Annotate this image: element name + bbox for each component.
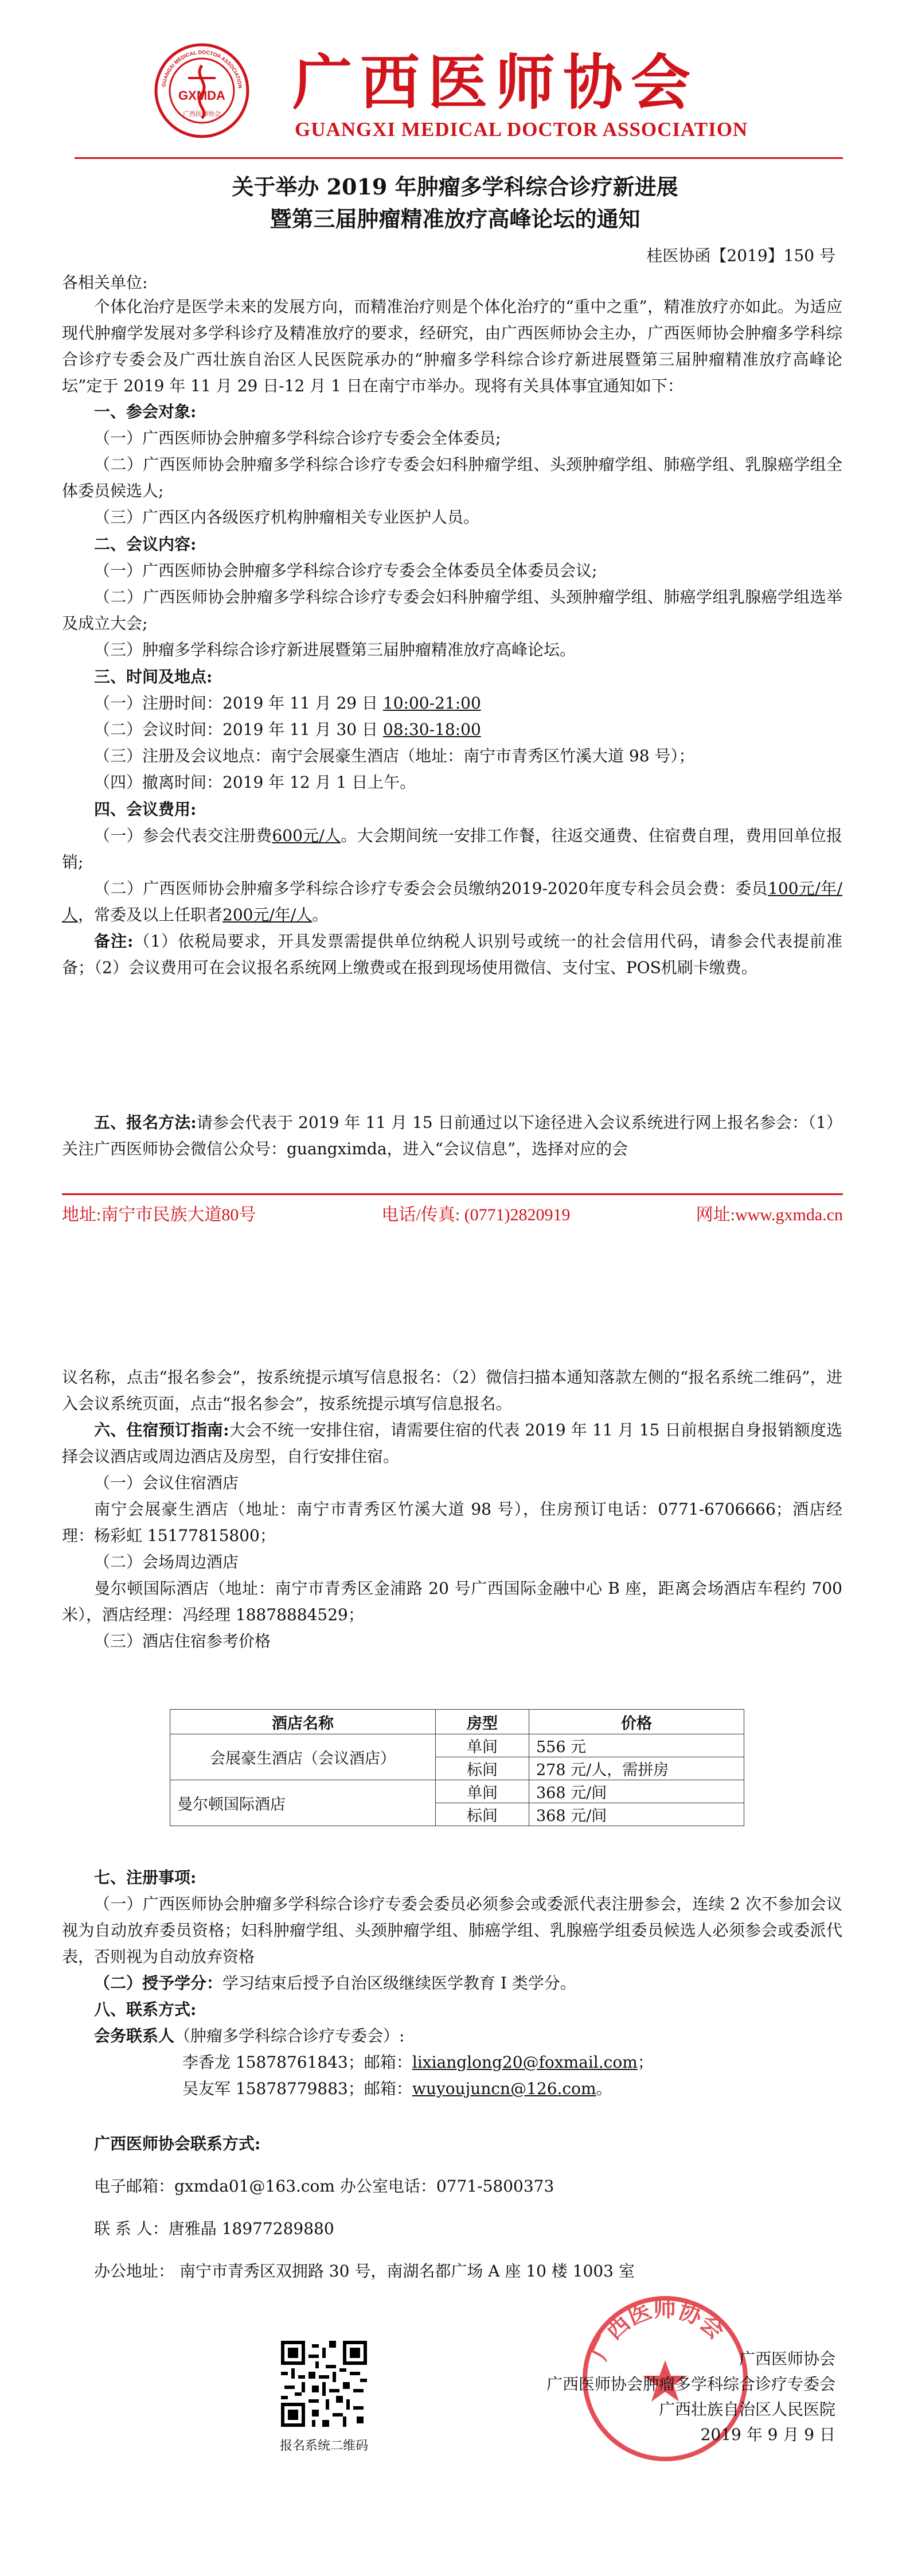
footer-divider — [62, 1193, 843, 1195]
document-title — [0, 171, 910, 235]
contact-2: 吴友军 15878779883；邮箱：wuyoujuncn@126.com。 — [182, 2079, 612, 2098]
section-7 — [62, 1865, 842, 1997]
association-logo — [154, 42, 250, 139]
logo-ring-text: GUANGXI MEDICAL DOCTOR ASSOCIATION — [161, 49, 243, 89]
section-5-heading: 五、报名方法: — [94, 1113, 197, 1132]
title-line-1: 关于举办 2019 年肿瘤多学科综合诊疗新进展 — [232, 174, 678, 200]
section-3 — [62, 664, 842, 796]
signatory-1: 广西医师协会 — [739, 2349, 835, 2368]
hotel-2-detail: 曼尔顿国际酒店（地址：南宁市青秀区金浦路 20 号广西国际金融中心 B 座，距离会场酒店车程约 700 米），酒店经理：冯经理 18878884529； — [62, 1579, 842, 1624]
contact-2-email[interactable]: wuyoujuncn@126.com — [412, 2079, 596, 2098]
section-2-heading: 二、会议内容: — [94, 535, 197, 554]
hotel-1-detail: 南宁会展豪生酒店（地址：南宁市青秀区竹溪大道 98 号），住房预订电话：0771-6706666；酒店经理：杨彩虹 15177815800； — [62, 1500, 842, 1545]
section-8-heading: 八、联系方式: — [94, 2000, 197, 2019]
section-2 — [62, 531, 842, 663]
hotel-3-title: （三）酒店住宿参考价格 — [94, 1632, 271, 1651]
association-email-line: 电子邮箱：gxmda01@163.com 办公室电话：0771-5800373 — [94, 2177, 554, 2196]
list-item: （三）广西区内各级医疗机构肿瘤相关专业医护人员。 — [94, 508, 480, 527]
section-4-heading: 四、会议费用: — [94, 800, 197, 819]
logo-subtext: 广西医师协会 — [183, 110, 221, 118]
hotel-1-title: （一）会议住宿酒店 — [94, 1473, 239, 1492]
qr-code-icon — [281, 2341, 367, 2427]
price-cell: 368 元/间 — [529, 1803, 744, 1826]
fee-item-2: （二）广西医师协会肿瘤多学科综合诊疗专委会会员缴纳2019-2020年度专科会员会费：委员100元/年/人，常委及以上任职者200元/年/人。 — [62, 879, 843, 924]
section-6 — [62, 1417, 842, 1655]
salutation: 各相关单位: — [62, 273, 148, 292]
departure-time: （四）撤离时间：2019 年 12 月 1 日上午。 — [94, 773, 416, 792]
header-divider — [75, 157, 843, 159]
section-6-heading: 六、住宿预订指南: — [94, 1421, 229, 1439]
list-item: （一）广西医师协会肿瘤多学科综合诊疗专委会全体委员全体委员会议; — [94, 561, 597, 580]
footer-phone: 电话/传真: (0771)2820919 — [381, 1205, 571, 1224]
association-office-line: 办公地址： 南宁市青秀区双拥路 30 号，南湖名都广场 A 座 10 楼 1003 室 — [94, 2262, 635, 2281]
fee-note: 备注:（1）依税局要求，开具发票需提供单位纳税人识别号或统一的社会信用代码，请参会代表提前准备；（2）会议费用可在会议报名系统网上缴费或在报到现场使用微信、支付宝、POS机刷卡缴费。 — [62, 932, 842, 977]
room-type-cell: 单间 — [436, 1780, 529, 1803]
section-8 — [62, 1997, 842, 2102]
org-name-en: GUANGXI MEDICAL DOCTOR ASSOCIATION — [295, 118, 748, 141]
venue: （三）注册及会议地点：南宁会展豪生酒店（地址：南宁市青秀区竹溪大道 98 号）； — [94, 746, 695, 765]
hotel-2-title: （二）会场周边酒店 — [94, 1552, 239, 1571]
list-item: （二）广西医师协会肿瘤多学科综合诊疗专委会妇科肿瘤学组、头颈肿瘤学组、肺癌学组、乳腺癌学组全体委员候选人; — [62, 455, 842, 500]
signatory-2: 广西医师协会肿瘤多学科综合诊疗专委会 — [546, 2375, 835, 2394]
logo-text: GXMDA — [178, 88, 225, 103]
room-type-cell: 标间 — [436, 1757, 529, 1780]
title-line-2: 暨第三届肿瘤精准放疗高峰论坛的通知 — [270, 206, 640, 232]
signatory-3: 广西壮族自治区人民医院 — [658, 2400, 835, 2419]
price-cell: 368 元/间 — [529, 1780, 744, 1803]
table-header: 酒店名称 — [170, 1710, 436, 1734]
table-header: 价格 — [529, 1710, 744, 1734]
intro-paragraph: 个体化治疗是医学未来的发展方向，而精准治疗则是个体化治疗的“重中之重”，精准放疗亦如此。为适应现代肿瘤学发展对多学科诊疗及精准放疗的要求，经研究，由广西医师协会主办，广西医师协会肿瘤多学科综合诊疗专委会及广西壮族自治区人民医院承办的“肿瘤多学科综合诊疗新进展暨第三届肿瘤精准放疗高峰论坛”定于 2019 年 11 月 29 日-12 月 1 日在南宁市举办。现将有关具体事宜通知如下： — [62, 297, 842, 395]
list-item: （三）肿瘤多学科综合诊疗新进展暨第三届肿瘤精准放疗高峰论坛。 — [94, 640, 576, 659]
registration-qr-code[interactable] — [281, 2341, 367, 2427]
section-1 — [62, 399, 842, 531]
price-cell: 278 元/人，需拼房 — [529, 1757, 744, 1780]
hotel-name-cell: 会展豪生酒店（会议酒店） — [170, 1734, 436, 1780]
org-name-cn: 广西医师协会 — [292, 47, 699, 118]
svg-text:广西医师协会: 广西医师协会 — [585, 2295, 729, 2364]
footer-address: 地址:南宁市民族大道80号 — [62, 1205, 256, 1224]
contact-1: 李香龙 15878761843；邮箱：lixianglong20@foxmail.com； — [182, 2053, 654, 2072]
registration-time: （一）注册时间：2019 年 11 月 29 日 10:00-21:00 — [94, 694, 481, 713]
contact-label: 会务联系人（肿瘤多学科综合诊疗专委会）: — [94, 2026, 405, 2045]
list-item: （二）广西医师协会肿瘤多学科综合诊疗专委会妇科肿瘤学组、头颈肿瘤学组、肺癌学组乳腺癌学组选举及成立大会; — [62, 587, 842, 633]
fee-item-1: （一）参会代表交注册费600元/人。大会期间统一安排工作餐，往返交通费、住宿费自理，费用回单位报销; — [62, 826, 842, 871]
table-row — [170, 1780, 744, 1803]
registration-note-1: （一）广西医师协会肿瘤多学科综合诊疗专委会委员必须参会或委派代表注册参会，连续 2 次不参加会议视为自动放弃委员资格；妇科肿瘤学组、头颈肿瘤学组、肺癌学组、乳腺癌学组委员候选人必须参会或委派代表，否则视为自动放弃资格 — [62, 1894, 842, 1966]
table-row — [170, 1734, 744, 1757]
signature-date: 2019 年 9 月 9 日 — [700, 2425, 835, 2444]
hotel-price-table — [170, 1709, 744, 1826]
association-person-line: 联 系 人：唐雅晶 18977289880 — [94, 2219, 334, 2238]
table-header-row — [170, 1710, 744, 1734]
meeting-time: （二）会议时间：2019 年 11 月 30 日 08:30-18:00 — [94, 720, 481, 739]
section-7-heading: 七、注册事项: — [94, 1868, 197, 1887]
association-contact-heading: 广西医师协会联系方式: — [94, 2134, 261, 2153]
section-5-part-1: 五、报名方法:请参会代表于 2019 年 11 月 15 日前通过以下途径进入会议系统进行网上报名参会：（1）关注广西医师协会微信公众号：guangximda，进入“会议信息”，选择对应的会 — [62, 1113, 842, 1158]
section-4 — [62, 796, 842, 981]
list-item: （一）广西医师协会肿瘤多学科综合诊疗专委会全体委员; — [94, 429, 501, 448]
table-header: 房型 — [436, 1710, 529, 1734]
section-5-part-2: 议名称，点击“报名参会”，按系统提示填写信息报名：（2）微信扫描本通知落款左侧的“报名系统二维码”，进入会议系统页面，点击“报名参会”，按系统提示填写信息报名。 — [62, 1368, 842, 1413]
section-3-heading: 三、时间及地点: — [94, 667, 213, 686]
section-1-heading: 一、参会对象: — [94, 402, 197, 421]
registration-note-2: （二）授予学分：学习结束后授予自治区级继续医学教育 I 类学分。 — [94, 1974, 576, 1993]
logo-emblem-icon — [154, 42, 250, 139]
contact-1-email[interactable]: lixianglong20@foxmail.com — [412, 2053, 638, 2072]
qr-caption: 报名系统二维码 — [279, 2439, 368, 2453]
footer-website[interactable]: 网址:www.gxmda.cn — [696, 1205, 843, 1224]
signature-block — [546, 2347, 835, 2447]
price-cell: 556 元 — [529, 1734, 744, 1757]
hotel-name-cell: 曼尔顿国际酒店 — [170, 1780, 436, 1826]
document-number: 桂医协函【2019】150 号 — [646, 246, 835, 265]
room-type-cell: 单间 — [436, 1734, 529, 1757]
room-type-cell: 标间 — [436, 1803, 529, 1826]
section-6-intro: 六、住宿预订指南:大会不统一安排住宿，请需要住宿的代表 2019 年 11 月 15 日前根据自身报销额度选择会议酒店或周边酒店及房型，自行安排住宿。 — [62, 1421, 843, 1466]
